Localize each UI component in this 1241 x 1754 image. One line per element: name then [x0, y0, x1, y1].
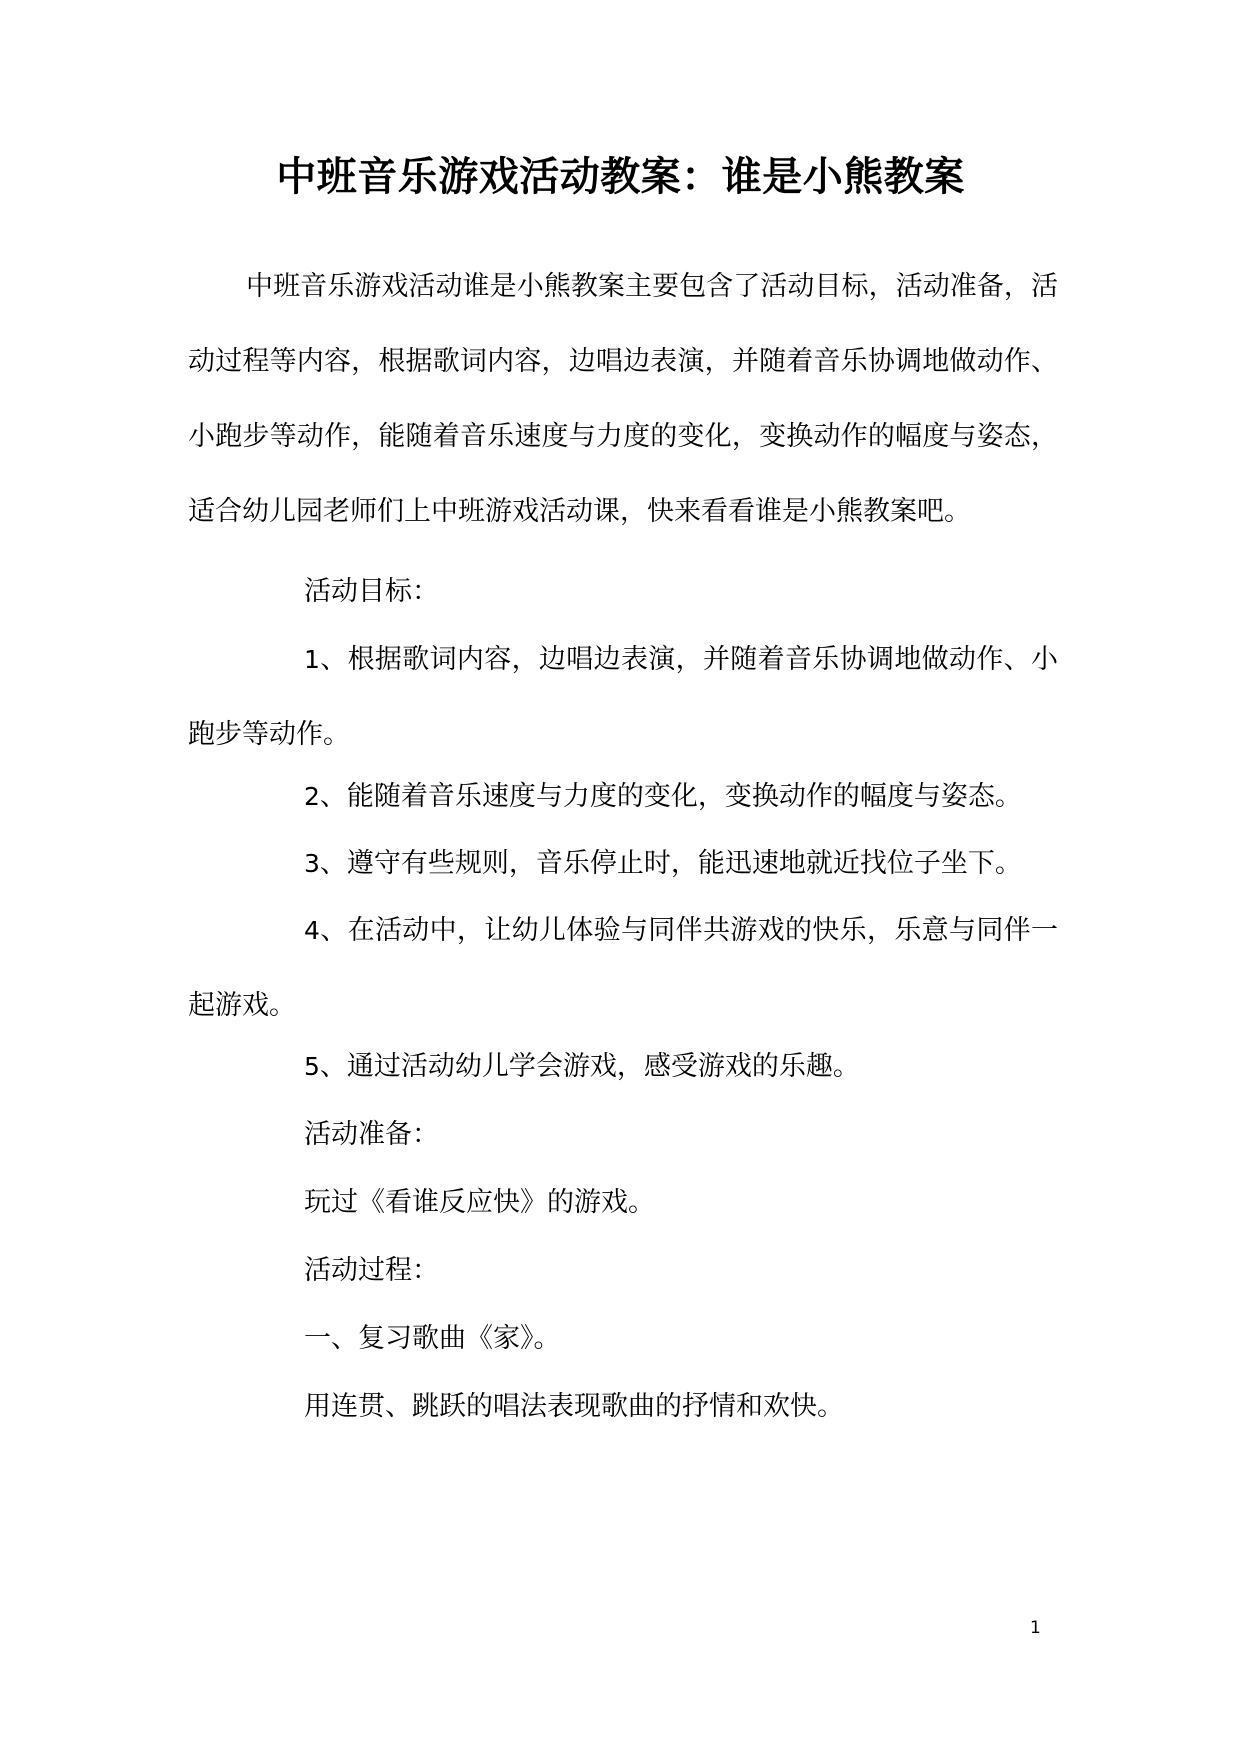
goal-number: 4: [304, 916, 320, 945]
goals-heading: 活动目标：: [304, 576, 439, 607]
goal-text: 、能随着音乐速度与力度的变化，变换动作的幅度与姿态。: [319, 781, 1022, 812]
goal-item-4: [188, 893, 1058, 1043]
goal-item-1: [188, 622, 1058, 772]
process-step-1-description: 用连贯、跳跃的唱法表现歌曲的抒情和欢快。: [304, 1391, 844, 1422]
goal-item-2: [188, 759, 1058, 834]
process-heading: 活动过程：: [304, 1255, 439, 1286]
goal-text: 、在活动中，让幼儿体验与同伴共游戏的快乐，乐意与同伴一起游戏。: [188, 915, 1058, 1021]
process-step-1: 一、复习歌曲《家》。: [304, 1323, 561, 1354]
prep-text: 玩过《看谁反应快》的游戏。: [304, 1187, 655, 1218]
goal-number: 3: [304, 849, 320, 878]
goal-text: 、通过活动幼儿学会游戏，感受游戏的乐趣。: [319, 1051, 860, 1082]
goal-item-3: [188, 826, 1058, 901]
document-title: 中班音乐游戏活动教案：谁是小熊教案: [276, 153, 965, 200]
prep-heading: 活动准备：: [304, 1119, 439, 1150]
goal-number: 5: [304, 1052, 320, 1081]
goal-number: 2: [304, 782, 320, 811]
goal-text: 、根据歌词内容，边唱边表演，并随着音乐协调地做动作、小跑步等动作。: [188, 644, 1058, 750]
goal-item-5: [188, 1029, 1058, 1104]
goal-number: 1: [304, 645, 320, 674]
page-number: 1: [1030, 1618, 1041, 1638]
intro-paragraph: 中班音乐游戏活动谁是小熊教案主要包含了活动目标，活动准备，活动过程等内容，根据歌词内容，边唱边表演，并随着音乐协调地做动作、小跑步等动作，能随着音乐速度与力度的变化，变换动作的幅度与姿态，适合幼儿园老师们上中班游戏活动课，快来看看谁是小熊教案吧。: [188, 271, 1058, 527]
goal-text: 、遵守有些规则，音乐停止时，能迅速地就近找位子坐下。: [319, 848, 1022, 879]
